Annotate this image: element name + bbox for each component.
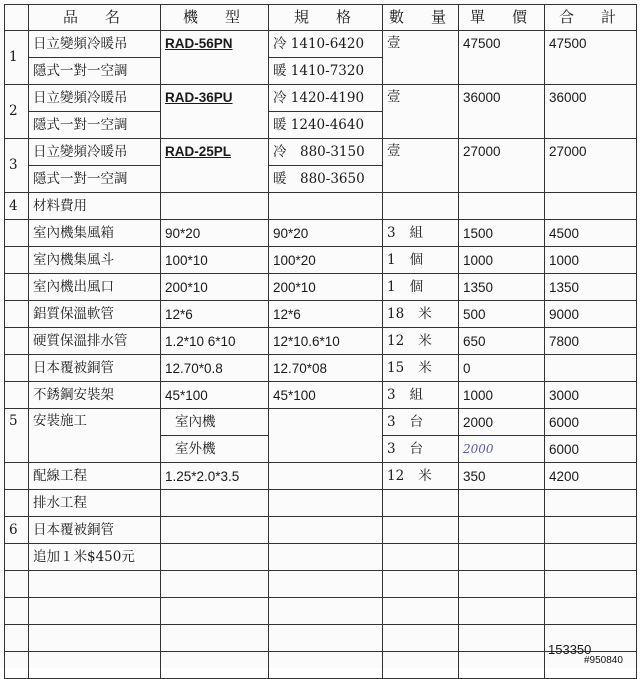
table-row xyxy=(5,328,637,355)
qty-unit: 台 xyxy=(409,413,424,430)
item-spec: 冷 880-3150 xyxy=(269,139,383,166)
empty-row xyxy=(5,652,637,679)
table-row xyxy=(5,463,637,490)
qty-number: 15 xyxy=(387,359,405,376)
item-spec: 12*10.6*10 xyxy=(269,328,383,355)
item-model: RAD-56PN xyxy=(161,31,269,85)
item-total: 7800 xyxy=(545,328,637,355)
item-qty: 壹 xyxy=(383,139,459,193)
item-name: 室內機集風箱 xyxy=(29,220,161,247)
table-row xyxy=(5,544,637,571)
item-total: 3000 xyxy=(545,382,637,409)
header-total: 合 計 xyxy=(545,5,637,31)
qty-unit: 米 xyxy=(418,359,432,376)
row-number: 2 xyxy=(5,85,29,139)
item-unit-price-handwritten xyxy=(459,436,545,463)
item-model: RAD-36PU xyxy=(161,85,269,139)
item-total: 36000 xyxy=(545,85,637,139)
table-row xyxy=(5,193,637,220)
header-model: 機 型 xyxy=(161,5,269,31)
item-spec: 冷 1420-4190 xyxy=(269,85,383,112)
item-unit-price: 36000 xyxy=(459,85,545,139)
table-row xyxy=(5,382,637,409)
item-name: 硬質保溫排水管 xyxy=(29,328,161,355)
item-qty xyxy=(383,409,459,436)
qty-number: 1 xyxy=(387,278,396,295)
item-qty: 壹 xyxy=(383,85,459,139)
item-spec: 12.70*08 xyxy=(269,355,383,382)
item-qty xyxy=(383,382,459,409)
row-number: 4 xyxy=(5,193,29,220)
item-total xyxy=(545,355,637,382)
item-name: 日立變頻冷暖吊 xyxy=(29,31,161,58)
qty-unit: 米 xyxy=(418,305,432,322)
qty-number: 3 xyxy=(387,224,396,241)
item-name-line2: 隱式一對一空調 xyxy=(29,166,161,193)
item-model: 12*6 xyxy=(161,301,269,328)
item-qty: 壹 xyxy=(383,31,459,85)
install-indoor: 室內機 xyxy=(161,409,269,436)
qty-number: 1 xyxy=(387,251,396,268)
item-total: 4200 xyxy=(545,463,637,490)
header-unit-price: 單 價 xyxy=(459,5,545,31)
item-unit-price: 27000 xyxy=(459,139,545,193)
item-unit-price: 650 xyxy=(459,328,545,355)
table-row xyxy=(5,355,637,382)
item-spec-line2: 暖 880-3650 xyxy=(269,166,383,193)
watermark-id: #950840 xyxy=(584,655,623,666)
row-number: 3 xyxy=(5,139,29,193)
table-row xyxy=(5,85,637,112)
item-spec: 45*100 xyxy=(269,382,383,409)
item-model: 12.70*0.8 xyxy=(161,355,269,382)
table-row xyxy=(5,490,637,517)
item-total: 47500 xyxy=(545,31,637,85)
table-row xyxy=(5,274,637,301)
qty-unit: 個 xyxy=(409,278,424,295)
item-total: 27000 xyxy=(545,139,637,193)
row-number: 1 xyxy=(5,31,29,85)
header-name: 品 名 xyxy=(29,5,161,31)
item-name-line2: 隱式一對一空調 xyxy=(29,112,161,139)
qty-unit: 組 xyxy=(409,386,424,403)
item-name: 日本覆被銅管 xyxy=(29,355,161,382)
item-spec-line2: 暖 1240-4640 xyxy=(269,112,383,139)
qty-unit: 組 xyxy=(409,224,424,241)
item-name: 不銹鋼安裝架 xyxy=(29,382,161,409)
handwritten-price: 2000 xyxy=(463,441,494,456)
item-unit-price: 2000 xyxy=(459,409,545,436)
table-row xyxy=(5,517,637,544)
item-spec: 90*20 xyxy=(269,220,383,247)
row-number: 6 xyxy=(5,517,29,544)
table-row xyxy=(5,31,637,58)
qty-unit: 個 xyxy=(409,251,424,268)
item-model: 90*20 xyxy=(161,220,269,247)
item-name: 室內機出風口 xyxy=(29,274,161,301)
qty-unit: 台 xyxy=(409,440,424,457)
item-unit-price: 350 xyxy=(459,463,545,490)
item-qty xyxy=(383,463,459,490)
item-spec: 冷 1410-6420 xyxy=(269,31,383,58)
item-spec: 200*10 xyxy=(269,274,383,301)
table-row xyxy=(5,301,637,328)
qty-number: 3 xyxy=(387,413,396,430)
qty-number: 3 xyxy=(387,386,396,403)
item-total: 1000 xyxy=(545,247,637,274)
item-spec: 12*6 xyxy=(269,301,383,328)
qty-number: 3 xyxy=(387,440,396,457)
item-spec-line2: 暖 1410-7320 xyxy=(269,58,383,85)
empty-row xyxy=(5,598,637,625)
qty-number: 12 xyxy=(387,467,405,484)
item-qty xyxy=(383,274,459,301)
item-model: 200*10 xyxy=(161,274,269,301)
header-spec: 規 格 xyxy=(269,5,383,31)
item-name: 配線工程 xyxy=(29,463,161,490)
item-total: 4500 xyxy=(545,220,637,247)
grand-total: 153350 xyxy=(548,642,592,657)
item-qty xyxy=(383,436,459,463)
item-unit-price: 1000 xyxy=(459,247,545,274)
item-model: 100*10 xyxy=(161,247,269,274)
item-model: 1.25*2.0*3.5 xyxy=(161,463,269,490)
empty-row xyxy=(5,625,637,652)
item-note: 追加１米$450元 xyxy=(29,544,161,571)
header-row xyxy=(5,5,637,31)
qty-number: 18 xyxy=(387,305,405,322)
item-name: 排水工程 xyxy=(29,490,161,517)
item-name: 日立變頻冷暖吊 xyxy=(29,85,161,112)
item-unit-price: 0 xyxy=(459,355,545,382)
item-model: 1.2*10 6*10 xyxy=(161,328,269,355)
item-spec: 100*20 xyxy=(269,247,383,274)
item-total: 1350 xyxy=(545,274,637,301)
table-row xyxy=(5,139,637,166)
section-title: 材料費用 xyxy=(29,193,161,220)
item-qty xyxy=(383,220,459,247)
install-outdoor: 室外機 xyxy=(161,436,269,463)
row-number: 5 xyxy=(5,409,29,463)
item-total: 6000 xyxy=(545,409,637,436)
item-qty xyxy=(383,328,459,355)
table-row xyxy=(5,409,637,436)
item-model: RAD-25PL xyxy=(161,139,269,193)
item-name-line2: 隱式一對一空調 xyxy=(29,58,161,85)
item-total: 6000 xyxy=(545,436,637,463)
item-qty xyxy=(383,301,459,328)
table-row xyxy=(5,247,637,274)
item-name: 安裝施工 xyxy=(29,409,161,463)
item-unit-price: 500 xyxy=(459,301,545,328)
qty-unit: 米 xyxy=(418,467,432,484)
quotation-table xyxy=(4,4,637,679)
empty-row xyxy=(5,571,637,598)
header-no xyxy=(5,5,29,31)
qty-number: 12 xyxy=(387,332,405,349)
item-unit-price: 1350 xyxy=(459,274,545,301)
qty-unit: 米 xyxy=(418,332,432,349)
table-row xyxy=(5,220,637,247)
item-unit-price: 47500 xyxy=(459,31,545,85)
item-unit-price: 1000 xyxy=(459,382,545,409)
item-name: 鋁質保溫軟管 xyxy=(29,301,161,328)
item-name: 室內機集風斗 xyxy=(29,247,161,274)
item-model: 45*100 xyxy=(161,382,269,409)
header-qty: 數 量 xyxy=(383,5,459,31)
item-qty xyxy=(383,355,459,382)
item-unit-price: 1500 xyxy=(459,220,545,247)
item-name: 日立變頻冷暖吊 xyxy=(29,139,161,166)
item-total: 9000 xyxy=(545,301,637,328)
item-name: 日本覆被銅管 xyxy=(29,517,161,544)
item-qty xyxy=(383,247,459,274)
